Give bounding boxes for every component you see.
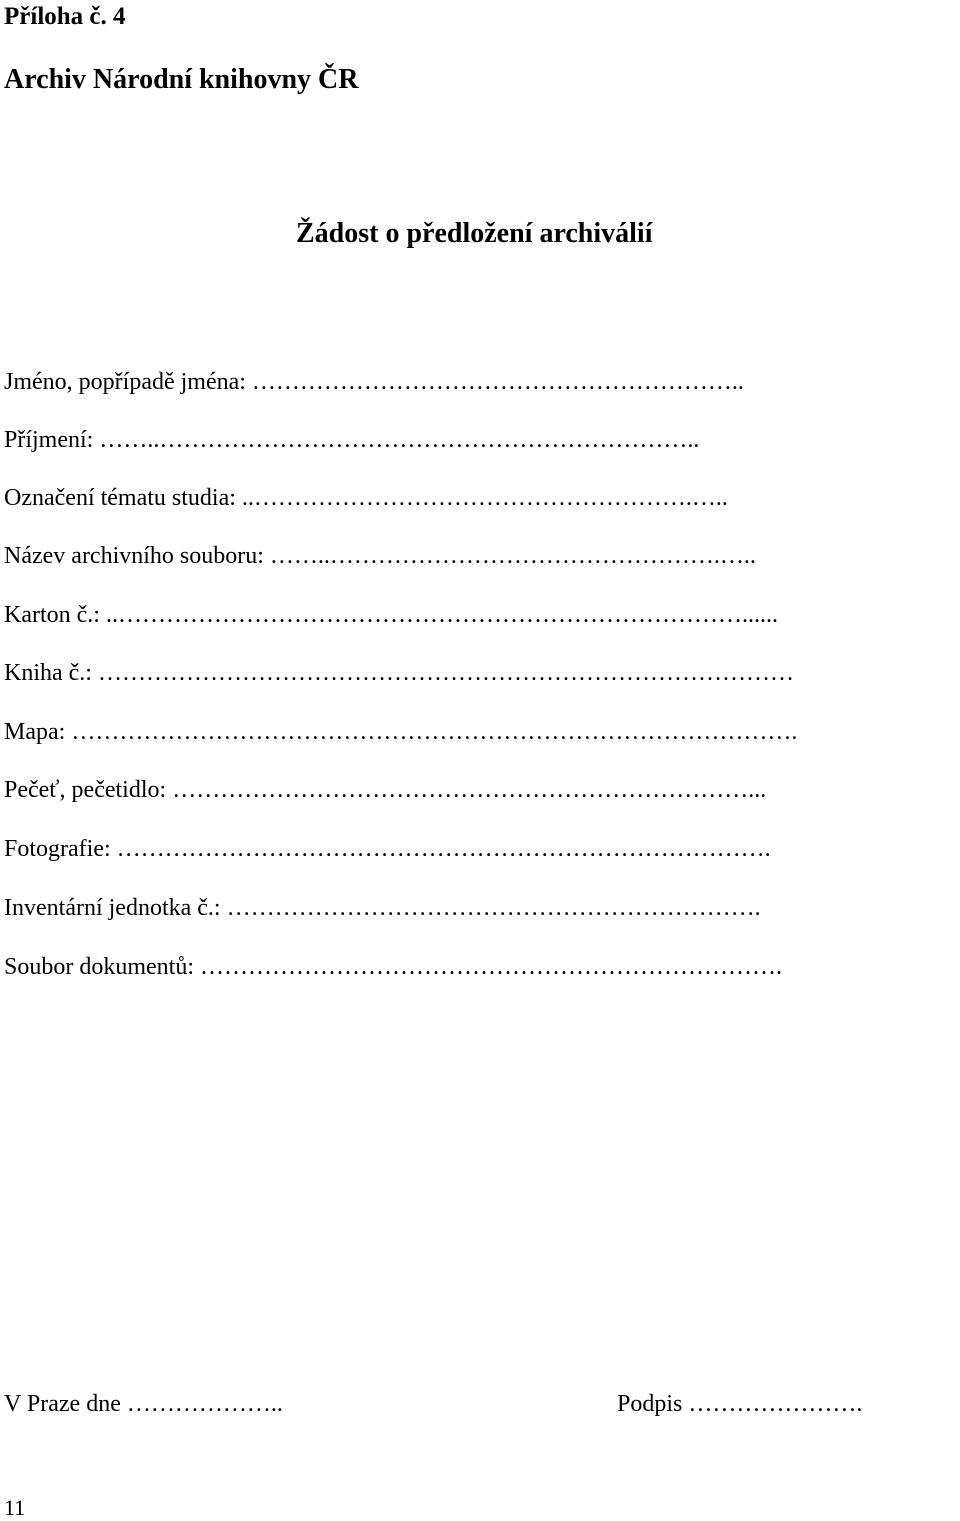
form-title: Žádost o předložení archiválií: [296, 218, 653, 249]
field-inventory-unit: Inventární jednotka č.: ………………………………………………………….: [4, 895, 761, 921]
field-seal: Pečeť, pečetidlo: ………………………………………………………………...: [4, 777, 767, 803]
signature-line: Podpis ………………….: [617, 1391, 863, 1417]
field-archive-fonds: Název archivního souboru: ……..………………………………………….…..: [4, 543, 756, 569]
appendix-label: Příloha č. 4: [4, 3, 126, 30]
field-book-number: Kniha č.: ……………………………………………………………………………: [4, 660, 794, 686]
field-map: Mapa: ……………………………………………………………………………….: [4, 719, 798, 745]
page-number: 11: [4, 1495, 26, 1520]
field-document-set: Soubor dokumentů: ……………………………………………………………….: [4, 954, 782, 980]
field-surname: Příjmení: ……..…………………………………………………………..: [4, 427, 700, 453]
field-study-topic: Označení tématu studia: ..……………………………………………….…..: [4, 485, 728, 511]
archive-name: Archiv Národní knihovny ČR: [4, 64, 359, 95]
place-date-line: V Praze dne ………………..: [4, 1391, 283, 1417]
field-photography: Fotografie: ……………………………………………………………………….: [4, 836, 771, 862]
field-box-number: Karton č.: ..……………………………………………………………………......: [4, 602, 778, 628]
field-first-name: Jméno, popřípadě jména: ……………………………………………………..: [4, 369, 744, 395]
